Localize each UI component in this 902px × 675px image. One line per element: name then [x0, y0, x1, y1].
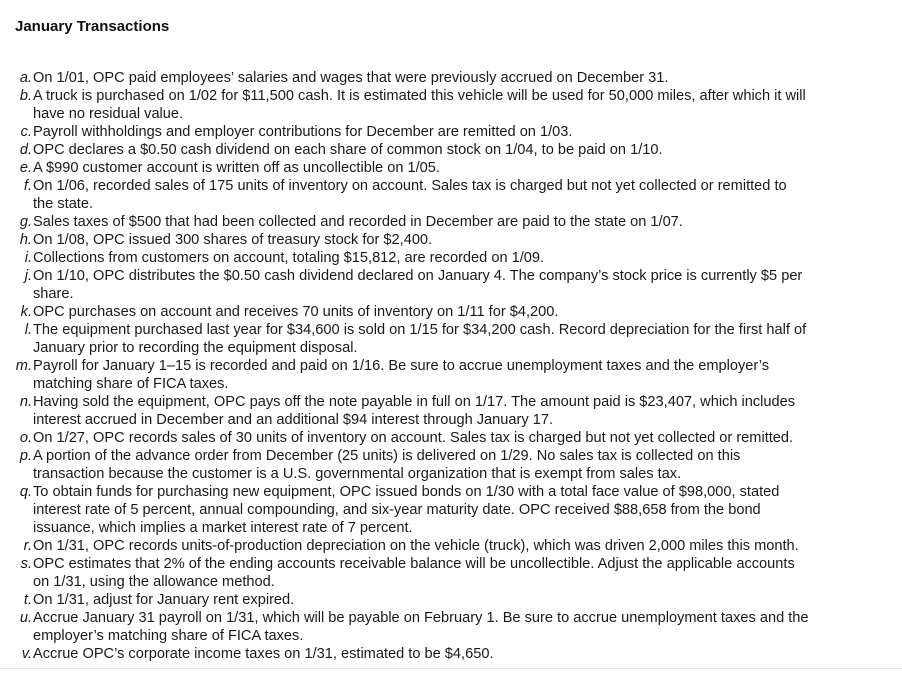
transaction-text-line: On 1/08, OPC issued 300 shares of treasury stock for $2,400. [33, 232, 433, 248]
transaction-letter: b. [19, 88, 32, 104]
transaction-text-line: On 1/10, OPC distributes the $0.50 cash dividend declared on January 4. The company’s stock price is currently $5 per [33, 268, 803, 284]
transaction-letter: e. [19, 160, 32, 176]
transaction-letter: m. [15, 358, 32, 374]
transaction-item [14, 357, 886, 393]
transaction-text-line: Accrue OPC’s corporate income taxes on 1/31, estimated to be $4,650. [33, 646, 494, 662]
transaction-item [14, 159, 886, 177]
transaction-item [14, 267, 886, 303]
transaction-item [14, 231, 886, 249]
transaction-item [14, 609, 886, 645]
transaction-item [14, 645, 886, 663]
transaction-letter: r. [23, 538, 32, 554]
transaction-text-line: Sales taxes of $500 that had been collected and recorded in December are paid to the state on 1/07. [33, 214, 683, 230]
transaction-item [14, 69, 886, 87]
transaction-letter: g. [19, 214, 32, 230]
transaction-text-line: issuance, which implies a market interest rate of 7 percent. [33, 520, 413, 536]
transaction-letter: d. [19, 142, 32, 158]
transaction-item [14, 537, 886, 555]
transaction-text-line: On 1/31, OPC records units-of-production depreciation on the vehicle (truck), which was driven 2,000 miles this month. [33, 538, 799, 554]
transaction-text-line: On 1/01, OPC paid employees’ salaries and wages that were previously accrued on December 31. [33, 70, 669, 86]
transaction-text-line: OPC declares a $0.50 cash dividend on each share of common stock on 1/04, to be paid on 1/10. [33, 142, 663, 158]
transaction-letter: a. [19, 70, 32, 86]
transaction-item [14, 249, 886, 267]
transaction-letter: c. [20, 124, 32, 140]
transaction-text-line: A $990 customer account is written off as uncollectible on 1/05. [33, 160, 440, 176]
transaction-text-line: On 1/31, adjust for January rent expired. [33, 592, 295, 608]
transaction-letter: h. [19, 232, 32, 248]
transaction-item [14, 483, 886, 537]
transaction-letter: f. [23, 178, 32, 194]
transaction-item [14, 591, 886, 609]
transaction-letter: o. [19, 430, 32, 446]
transaction-letter: s. [20, 556, 32, 572]
transaction-item [14, 321, 886, 357]
transaction-text-line: the state. [33, 196, 94, 212]
transaction-item [14, 123, 886, 141]
transaction-letter: t. [23, 592, 32, 608]
transaction-text-line: have no residual value. [33, 106, 184, 122]
transaction-text-line: The equipment purchased last year for $34,600 is sold on 1/15 for $34,200 cash. Record depreciation for the first half of [33, 322, 807, 338]
transaction-text-line: January prior to recording the equipment disposal. [33, 340, 358, 356]
transaction-text-line: matching share of FICA taxes. [33, 376, 229, 392]
transaction-text-line: Payroll for January 1–15 is recorded and paid on 1/16. Be sure to accrue unemployment taxes and the employer’s [33, 358, 770, 374]
transaction-text-line: A truck is purchased on 1/02 for $11,500 cash. It is estimated this vehicle will be used for 50,000 miles, after which it will [33, 88, 806, 104]
transaction-text-line: transaction because the customer is a U.S. governmental organization that is exempt from sales tax. [33, 466, 682, 482]
transaction-text-line: OPC estimates that 2% of the ending accounts receivable balance will be uncollectible. Adjust the applicable accounts [33, 556, 795, 572]
transaction-letter: l. [24, 322, 32, 338]
transaction-letter: q. [19, 484, 32, 500]
transaction-text-line: share. [33, 286, 74, 302]
transaction-text-line: Accrue January 31 payroll on 1/31, which will be payable on February 1. Be sure to accrue unemployment taxes and the [33, 610, 809, 626]
transaction-letter: j. [24, 268, 32, 284]
transaction-text-line: on 1/31, using the allowance method. [33, 574, 275, 590]
transaction-text-line: interest rate of 5 percent, annual compounding, and six-year maturity date. OPC received $88,658 from the bond [33, 502, 761, 518]
transaction-item [14, 177, 886, 213]
transaction-text-line: A portion of the advance order from December (25 units) is delivered on 1/29. No sales tax is collected on this [33, 448, 741, 464]
transaction-letter: k. [20, 304, 32, 320]
transaction-letter: n. [19, 394, 32, 410]
transaction-text-line: OPC purchases on account and receives 70 units of inventory on 1/11 for $4,200. [33, 304, 559, 320]
transaction-text-line: employer’s matching share of FICA taxes. [33, 628, 304, 644]
transaction-text-line: On 1/27, OPC records sales of 30 units of inventory on account. Sales tax is charged but not yet collected or remitted. [33, 430, 794, 446]
transaction-item [14, 141, 886, 159]
transaction-item [14, 447, 886, 483]
transaction-letter: i. [24, 250, 32, 266]
transaction-letter: v. [21, 646, 32, 662]
transaction-item [14, 87, 886, 123]
transaction-text-line: Payroll withholdings and employer contributions for December are remitted on 1/03. [33, 124, 573, 140]
transaction-item [14, 555, 886, 591]
transaction-text-line: Having sold the equipment, OPC pays off the note payable in full on 1/17. The amount paid is $23,407, which includes [33, 394, 796, 410]
transaction-text-line: On 1/06, recorded sales of 175 units of inventory on account. Sales tax is charged but not yet collected or remitted to [33, 178, 787, 194]
transaction-text-line: interest accrued in December and an additional $94 interest through January 17. [33, 412, 554, 428]
transaction-text-line: To obtain funds for purchasing new equipment, OPC issued bonds on 1/30 with a total face value of $98,000, stated [33, 484, 780, 500]
transaction-text-line: Collections from customers on account, totaling $15,812, are recorded on 1/09. [33, 250, 545, 266]
transaction-letter: u. [19, 610, 32, 626]
page-title: January Transactions [15, 18, 170, 35]
transaction-item [14, 393, 886, 429]
transaction-item [14, 429, 886, 447]
transaction-list [14, 69, 886, 663]
transaction-letter: p. [19, 448, 32, 464]
transaction-item [14, 213, 886, 231]
transaction-item [14, 303, 886, 321]
